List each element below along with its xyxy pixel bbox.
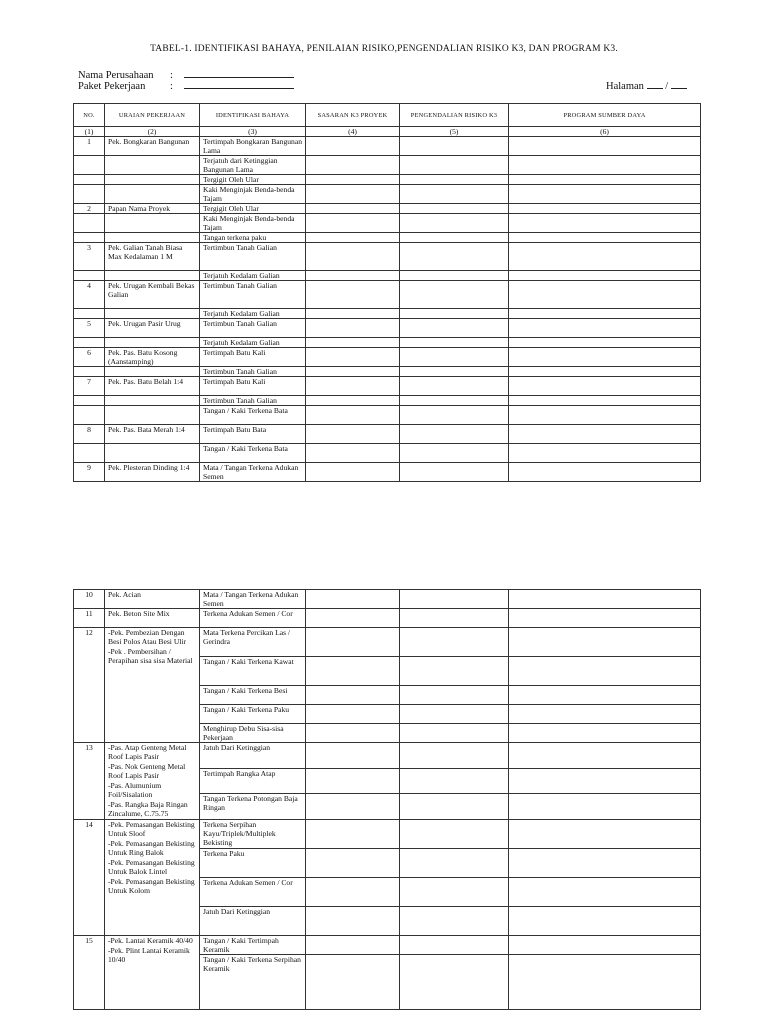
- table-row: [74, 309, 701, 319]
- program-cell: [509, 309, 701, 319]
- work-item: Papan Nama Proyek: [105, 204, 200, 214]
- control-cell: [400, 367, 509, 377]
- work-item: Pek. Urugan Kembali Bekas Galian: [105, 281, 200, 309]
- table-row: [74, 338, 701, 348]
- row-number: [74, 338, 105, 348]
- program-cell: [509, 338, 701, 348]
- work-line: -Pek. Pemasangan Bekisting Untuk Sloof: [108, 820, 195, 838]
- control-cell: [400, 794, 509, 820]
- work-line: -Pek. Pemasangan Bekisting Untuk Balok Lintel: [108, 858, 195, 876]
- header-hazard: IDENTIFIKASI BAHAYA: [200, 104, 306, 127]
- table-row: [74, 175, 701, 185]
- hazard-item: Tertimpah Bongkaran Bangunan Lama: [200, 137, 306, 156]
- work-item: [105, 233, 200, 243]
- work-item: [105, 628, 200, 743]
- table-row: [74, 156, 701, 175]
- control-cell: [400, 137, 509, 156]
- target-cell: [306, 463, 400, 482]
- target-cell: [306, 243, 400, 271]
- program-cell: [509, 233, 701, 243]
- hazard-item: Tertimbun Tanah Galian: [200, 281, 306, 309]
- work-line: Pek. Beton Site Mix: [108, 609, 170, 618]
- control-cell: [400, 878, 509, 907]
- page-blank: [647, 80, 663, 89]
- table-row: [74, 233, 701, 243]
- target-cell: [306, 396, 400, 406]
- target-cell: [306, 743, 400, 769]
- target-cell: [306, 204, 400, 214]
- target-cell: [306, 936, 400, 955]
- page-label: Halaman: [606, 81, 644, 92]
- program-cell: [509, 444, 701, 463]
- hazard-item: Tertimbun Tanah Galian: [200, 243, 306, 271]
- target-cell: [306, 377, 400, 396]
- table-row: [74, 137, 701, 156]
- hazard-item: Terjatuh Kedalam Galian: [200, 271, 306, 281]
- program-cell: [509, 425, 701, 444]
- page-separator: /: [665, 81, 669, 92]
- table-row: [74, 743, 701, 769]
- target-cell: [306, 907, 400, 936]
- target-cell: [306, 185, 400, 204]
- program-cell: [509, 243, 701, 271]
- hazard-item: Tertimpah Batu Kali: [200, 377, 306, 396]
- work-item: Pek. Plesteran Dinding 1:4: [105, 463, 200, 482]
- hazard-item: Terjatuh dari Ketinggian Bangunan Lama: [200, 156, 306, 175]
- company-label: Nama Perusahaan: [78, 70, 154, 81]
- table-row: [74, 609, 701, 628]
- package-label: Paket Pekerjaan: [78, 81, 146, 92]
- control-cell: [400, 185, 509, 204]
- control-cell: [400, 463, 509, 482]
- row-number: [74, 396, 105, 406]
- work-item: Pek. Galian Tanah Biasa Max Kedalaman 1 M: [105, 243, 200, 271]
- work-item: Pek. Pas. Batu Belah 1:4: [105, 377, 200, 396]
- control-cell: [400, 243, 509, 271]
- header-work: URAIAN PEKERJAAN: [105, 104, 200, 127]
- target-cell: [306, 406, 400, 425]
- hazard-item: Mata / Tangan Terkena Adukan Semen: [200, 463, 306, 482]
- control-cell: [400, 271, 509, 281]
- table-row: [74, 204, 701, 214]
- target-cell: [306, 156, 400, 175]
- target-cell: [306, 686, 400, 705]
- col-number-4: (4): [306, 127, 400, 137]
- program-cell: [509, 743, 701, 769]
- row-number: [74, 309, 105, 319]
- work-item: Pek. Urugan Pasir Urug: [105, 319, 200, 338]
- control-cell: [400, 686, 509, 705]
- hazard-item: Tangan / Kaki Terkena Bata: [200, 406, 306, 425]
- program-cell: [509, 348, 701, 367]
- work-item: [105, 406, 200, 425]
- program-cell: [509, 175, 701, 185]
- target-cell: [306, 705, 400, 724]
- control-cell: [400, 609, 509, 628]
- control-cell: [400, 309, 509, 319]
- hazard-item: Kaki Menginjak Benda-benda Tajam: [200, 185, 306, 204]
- col-number-1: (1): [74, 127, 105, 137]
- work-line: -Pek. Pembezian Dengan Besi Polos Atau Besi Ulir: [108, 628, 187, 646]
- work-line: -Pas. Atap Genteng Metal Roof Lapis Pasir: [108, 743, 187, 761]
- control-cell: [400, 955, 509, 1010]
- hazard-item: Jatuh Dari Ketinggian: [200, 743, 306, 769]
- program-cell: [509, 156, 701, 175]
- document-title: TABEL-1. IDENTIFIKASI BAHAYA, PENILAIAN RISIKO,PENGENDALIAN RISIKO K3, DAN PROGRAM K3.: [150, 44, 618, 54]
- control-cell: [400, 907, 509, 936]
- target-cell: [306, 281, 400, 309]
- row-number: [74, 406, 105, 425]
- hazard-item: Tergigit Oleh Ular: [200, 204, 306, 214]
- row-number: 6: [74, 348, 105, 367]
- control-cell: [400, 936, 509, 955]
- page-total-blank: [671, 80, 687, 89]
- program-cell: [509, 367, 701, 377]
- target-cell: [306, 175, 400, 185]
- work-item: [105, 309, 200, 319]
- control-cell: [400, 743, 509, 769]
- control-cell: [400, 319, 509, 338]
- table-row: [74, 396, 701, 406]
- program-cell: [509, 955, 701, 1010]
- company-blank: [184, 69, 294, 78]
- row-number: [74, 233, 105, 243]
- hazard-item: Tertimbun Tanah Galian: [200, 319, 306, 338]
- work-line: -Pek. Pemasangan Bekisting Untuk Ring Balok: [108, 839, 195, 857]
- work-line: -Pas. Rangka Baja Ringan Zincalume, C.75.75: [108, 800, 188, 818]
- target-cell: [306, 820, 400, 849]
- program-cell: [509, 878, 701, 907]
- hazard-item: Tangan / Kaki Terkena Bata: [200, 444, 306, 463]
- page-number-field: [606, 80, 687, 92]
- control-cell: [400, 444, 509, 463]
- program-cell: [509, 137, 701, 156]
- row-number: 13: [74, 743, 105, 820]
- hazard-item: Tangan / Kaki Terkena Serpihan Keramik: [200, 955, 306, 1010]
- work-line: -Pas. Alumunium Foil/Sisalation: [108, 781, 162, 799]
- program-cell: [509, 214, 701, 233]
- target-cell: [306, 425, 400, 444]
- hazard-item: Menghirup Debu Sisa-sisa Pekerjaan: [200, 724, 306, 743]
- package-blank: [184, 80, 294, 89]
- table-row: [74, 281, 701, 309]
- table-row: [74, 243, 701, 271]
- program-cell: [509, 820, 701, 849]
- work-line: -Pek . Pembersihan / Perapihan sisa sisa Material: [108, 647, 193, 665]
- target-cell: [306, 137, 400, 156]
- control-cell: [400, 628, 509, 657]
- work-item: [105, 214, 200, 233]
- target-cell: [306, 849, 400, 878]
- program-cell: [509, 590, 701, 609]
- control-cell: [400, 348, 509, 367]
- company-colon: :: [170, 70, 173, 81]
- program-cell: [509, 628, 701, 657]
- table-row: [74, 936, 701, 955]
- work-item: [105, 175, 200, 185]
- work-line: -Pek. Plint Lantai Keramik 10/40: [108, 946, 190, 964]
- header-target: SASARAN K3 PROYEK: [306, 104, 400, 127]
- control-cell: [400, 214, 509, 233]
- hazard-item: Tangan / Kaki Terkena Besi: [200, 686, 306, 705]
- program-cell: [509, 936, 701, 955]
- hazard-item: Terkena Adukan Semen / Cor: [200, 878, 306, 907]
- work-item: [105, 820, 200, 936]
- target-cell: [306, 338, 400, 348]
- program-cell: [509, 463, 701, 482]
- program-cell: [509, 907, 701, 936]
- row-number: [74, 271, 105, 281]
- hazard-item: Terkena Paku: [200, 849, 306, 878]
- row-number: [74, 444, 105, 463]
- control-cell: [400, 396, 509, 406]
- program-cell: [509, 185, 701, 204]
- program-cell: [509, 406, 701, 425]
- row-number: 3: [74, 243, 105, 271]
- program-cell: [509, 204, 701, 214]
- col-number-2: (2): [105, 127, 200, 137]
- hazard-item: Tertimpah Batu Kali: [200, 348, 306, 367]
- target-cell: [306, 444, 400, 463]
- col-number-6: (6): [509, 127, 701, 137]
- table-row: [74, 367, 701, 377]
- work-item: [105, 590, 200, 609]
- work-item: Pek. Bongkaran Bangunan: [105, 137, 200, 156]
- row-number: [74, 156, 105, 175]
- program-cell: [509, 657, 701, 686]
- hazard-item: Tertimbun Tanah Galian: [200, 367, 306, 377]
- row-number: 9: [74, 463, 105, 482]
- package-field: [78, 80, 294, 92]
- program-cell: [509, 705, 701, 724]
- row-number: [74, 367, 105, 377]
- control-cell: [400, 425, 509, 444]
- program-cell: [509, 271, 701, 281]
- table-row: [74, 463, 701, 482]
- work-item: [105, 396, 200, 406]
- hazard-item: Tangan terkena paku: [200, 233, 306, 243]
- header-control: PENGENDALIAN RISIKO K3: [400, 104, 509, 127]
- control-cell: [400, 724, 509, 743]
- table-row: [74, 406, 701, 425]
- control-cell: [400, 204, 509, 214]
- hazard-item: Tangan / Kaki Terkena Paku: [200, 705, 306, 724]
- hazard-item: Mata Terkena Percikan Las / Gerindra: [200, 628, 306, 657]
- program-cell: [509, 319, 701, 338]
- target-cell: [306, 955, 400, 1010]
- row-number: 1: [74, 137, 105, 156]
- row-number: 5: [74, 319, 105, 338]
- table-row: [74, 820, 701, 849]
- hazard-item: Terjatuh Kedalam Galian: [200, 338, 306, 348]
- row-number: 12: [74, 628, 105, 743]
- row-number: [74, 214, 105, 233]
- work-item: [105, 271, 200, 281]
- row-number: 15: [74, 936, 105, 1010]
- target-cell: [306, 878, 400, 907]
- target-cell: [306, 724, 400, 743]
- work-item: [105, 936, 200, 1010]
- row-number: 10: [74, 590, 105, 609]
- hazard-item: Tangan / Kaki Terkena Kawat: [200, 657, 306, 686]
- control-cell: [400, 175, 509, 185]
- target-cell: [306, 348, 400, 367]
- work-line: -Pas. Nok Genteng Metal Roof Lapis Pasir: [108, 762, 186, 780]
- work-line: Pek. Acian: [108, 590, 141, 599]
- work-item: [105, 185, 200, 204]
- work-item: [105, 156, 200, 175]
- target-cell: [306, 233, 400, 243]
- program-cell: [509, 768, 701, 794]
- control-cell: [400, 338, 509, 348]
- table-row: [74, 185, 701, 204]
- row-number: [74, 175, 105, 185]
- control-cell: [400, 820, 509, 849]
- work-line: -Pek. Pemasangan Bekisting Untuk Kolom: [108, 877, 195, 895]
- work-item: [105, 609, 200, 628]
- target-cell: [306, 590, 400, 609]
- hazard-item: Tangan Terkena Potongan Baja Ringan: [200, 794, 306, 820]
- target-cell: [306, 367, 400, 377]
- program-cell: [509, 281, 701, 309]
- table-row: [74, 319, 701, 338]
- hazard-item: Terkena Adukan Semen / Cor: [200, 609, 306, 628]
- target-cell: [306, 271, 400, 281]
- table-row: [74, 214, 701, 233]
- control-cell: [400, 156, 509, 175]
- table-row: [74, 425, 701, 444]
- work-item: [105, 743, 200, 820]
- hazard-item: Terkena Serpihan Kayu/Triplek/Multiplek Bekisting: [200, 820, 306, 849]
- table-row: [74, 348, 701, 367]
- hazard-table-part2: [73, 589, 701, 1010]
- target-cell: [306, 214, 400, 233]
- target-cell: [306, 794, 400, 820]
- target-cell: [306, 319, 400, 338]
- program-cell: [509, 849, 701, 878]
- hazard-item: Terjatuh Kedalam Galian: [200, 309, 306, 319]
- row-number: 8: [74, 425, 105, 444]
- row-number: [74, 185, 105, 204]
- col-number-3: (3): [200, 127, 306, 137]
- package-colon: :: [170, 81, 173, 92]
- row-number: 7: [74, 377, 105, 396]
- hazard-item: Tertimpah Batu Bata: [200, 425, 306, 444]
- work-item: [105, 338, 200, 348]
- control-cell: [400, 406, 509, 425]
- target-cell: [306, 768, 400, 794]
- work-item: [105, 444, 200, 463]
- hazard-item: Tertimpah Rangka Atap: [200, 768, 306, 794]
- table-row: [74, 271, 701, 281]
- header-program: PROGRAM SUMBER DAYA: [509, 104, 701, 127]
- target-cell: [306, 309, 400, 319]
- hazard-table-part1: [73, 103, 701, 482]
- hazard-item: Mata / Tangan Terkena Adukan Semen: [200, 590, 306, 609]
- row-number: 11: [74, 609, 105, 628]
- hazard-item: Tertimbun Tanah Galian: [200, 396, 306, 406]
- control-cell: [400, 281, 509, 309]
- program-cell: [509, 377, 701, 396]
- header-no: NO.: [74, 104, 105, 127]
- control-cell: [400, 377, 509, 396]
- col-number-5: (5): [400, 127, 509, 137]
- work-item: [105, 367, 200, 377]
- control-cell: [400, 590, 509, 609]
- table-row: [74, 377, 701, 396]
- program-cell: [509, 794, 701, 820]
- row-number: 14: [74, 820, 105, 936]
- work-item: Pek. Pas. Batu Kosong (Aanstamping): [105, 348, 200, 367]
- hazard-item: Jatuh Dari Ketinggian: [200, 907, 306, 936]
- program-cell: [509, 396, 701, 406]
- program-cell: [509, 686, 701, 705]
- control-cell: [400, 233, 509, 243]
- control-cell: [400, 657, 509, 686]
- control-cell: [400, 849, 509, 878]
- hazard-item: Kaki Menginjak Benda-benda Tajam: [200, 214, 306, 233]
- program-cell: [509, 609, 701, 628]
- hazard-item: Tergigit Oleh Ular: [200, 175, 306, 185]
- target-cell: [306, 628, 400, 657]
- hazard-item: Tangan / Kaki Tertimpah Keramik: [200, 936, 306, 955]
- row-number: 2: [74, 204, 105, 214]
- target-cell: [306, 609, 400, 628]
- table-row: [74, 590, 701, 609]
- program-cell: [509, 724, 701, 743]
- work-line: -Pek. Lantai Keramik 40/40: [108, 936, 193, 945]
- table-row: [74, 444, 701, 463]
- control-cell: [400, 705, 509, 724]
- target-cell: [306, 657, 400, 686]
- control-cell: [400, 768, 509, 794]
- table-row: [74, 628, 701, 657]
- work-item: Pek. Pas. Bata Merah 1:4: [105, 425, 200, 444]
- row-number: 4: [74, 281, 105, 309]
